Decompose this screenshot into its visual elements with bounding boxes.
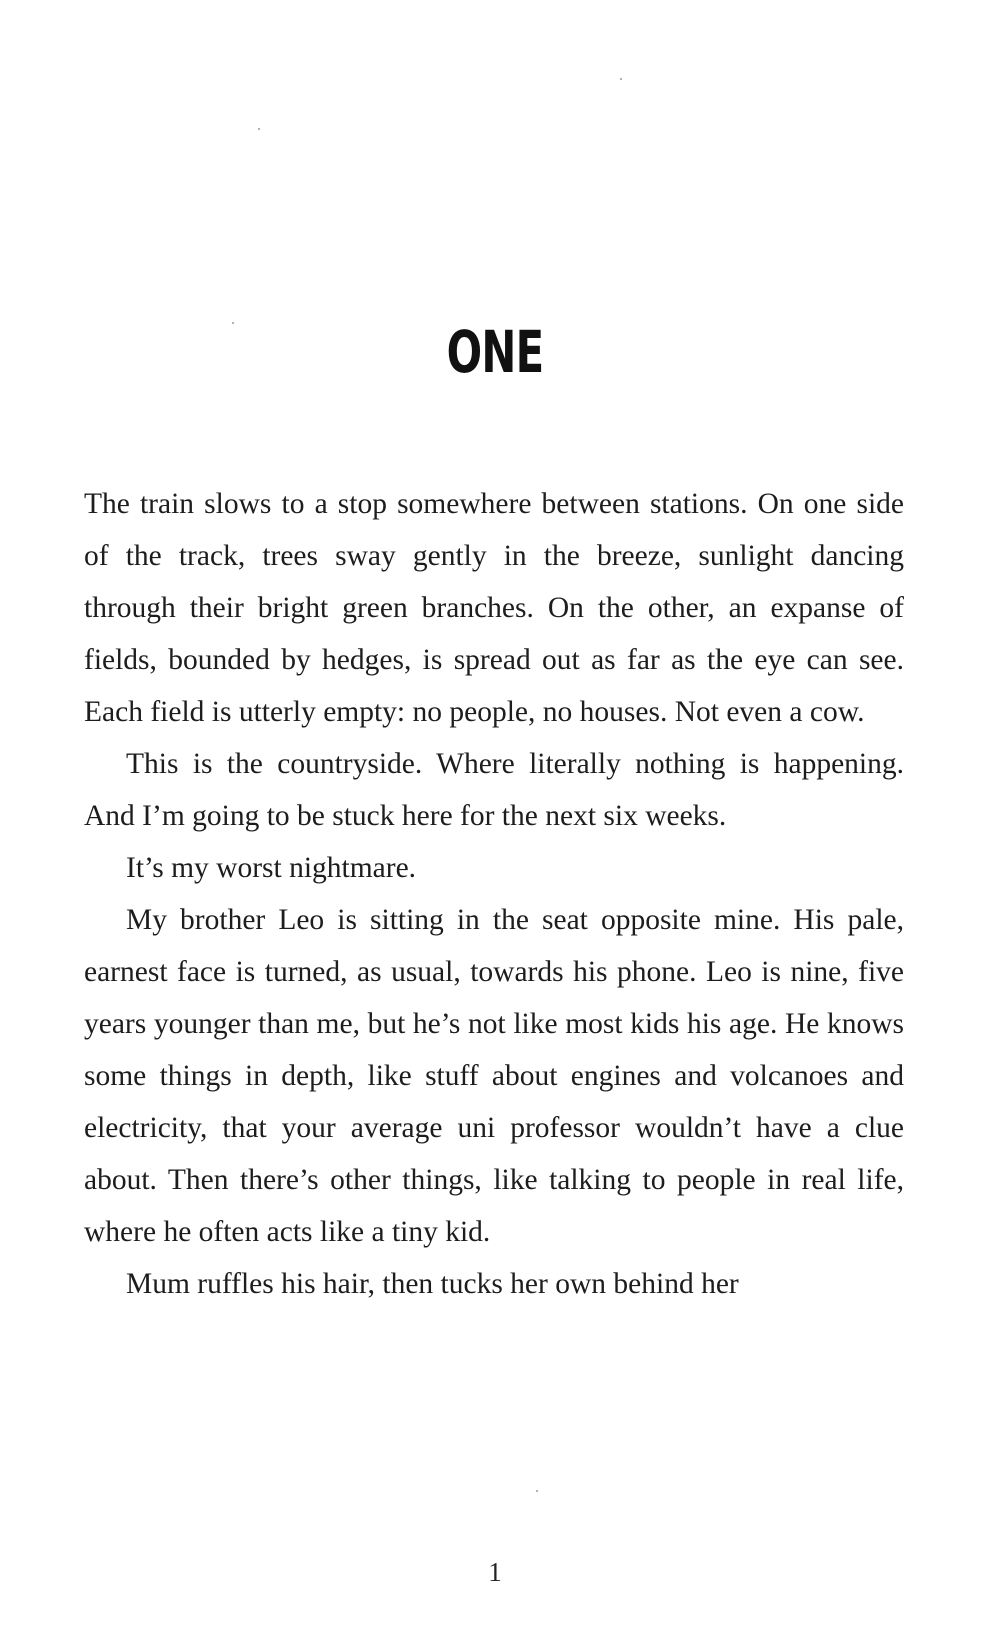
paragraph: The train slows to a stop somewhere between stations. On one side of the track, trees sway gently in the breeze, sunlight dancing through their bright green branches. On the other, an expanse of fields, bounded by hedges, is spread out as far as the eye can see. Each field is utterly empty: no people, no houses. Not even a cow. xyxy=(84,488,904,728)
paragraph: Mum ruffles his hair, then tucks her own behind her xyxy=(126,1268,739,1300)
paper-speck xyxy=(536,1490,538,1492)
chapter-title: ONE xyxy=(446,317,544,386)
chapter-body xyxy=(84,478,904,1310)
page-number: 1 xyxy=(488,1557,502,1587)
paragraph: It’s my worst nightmare. xyxy=(126,852,417,884)
paragraph: This is the countryside. Where literally nothing is happening. And I’m going to be stuck here for the next six weeks. xyxy=(84,748,904,832)
paper-speck xyxy=(258,128,260,130)
paragraph: My brother Leo is sitting in the seat opposite mine. His pale, earnest face is turned, as usual, towards his phone. Leo is nine, five years younger than me, but he’s not like most kids his age. He knows some things in depth, like stuff about engines and volcanoes and electricity, that your average uni professor wouldn’t have a clue about. Then there’s other things, like talking to people in real life, where he often acts like a tiny kid. xyxy=(84,904,904,1248)
paper-speck xyxy=(620,78,622,80)
